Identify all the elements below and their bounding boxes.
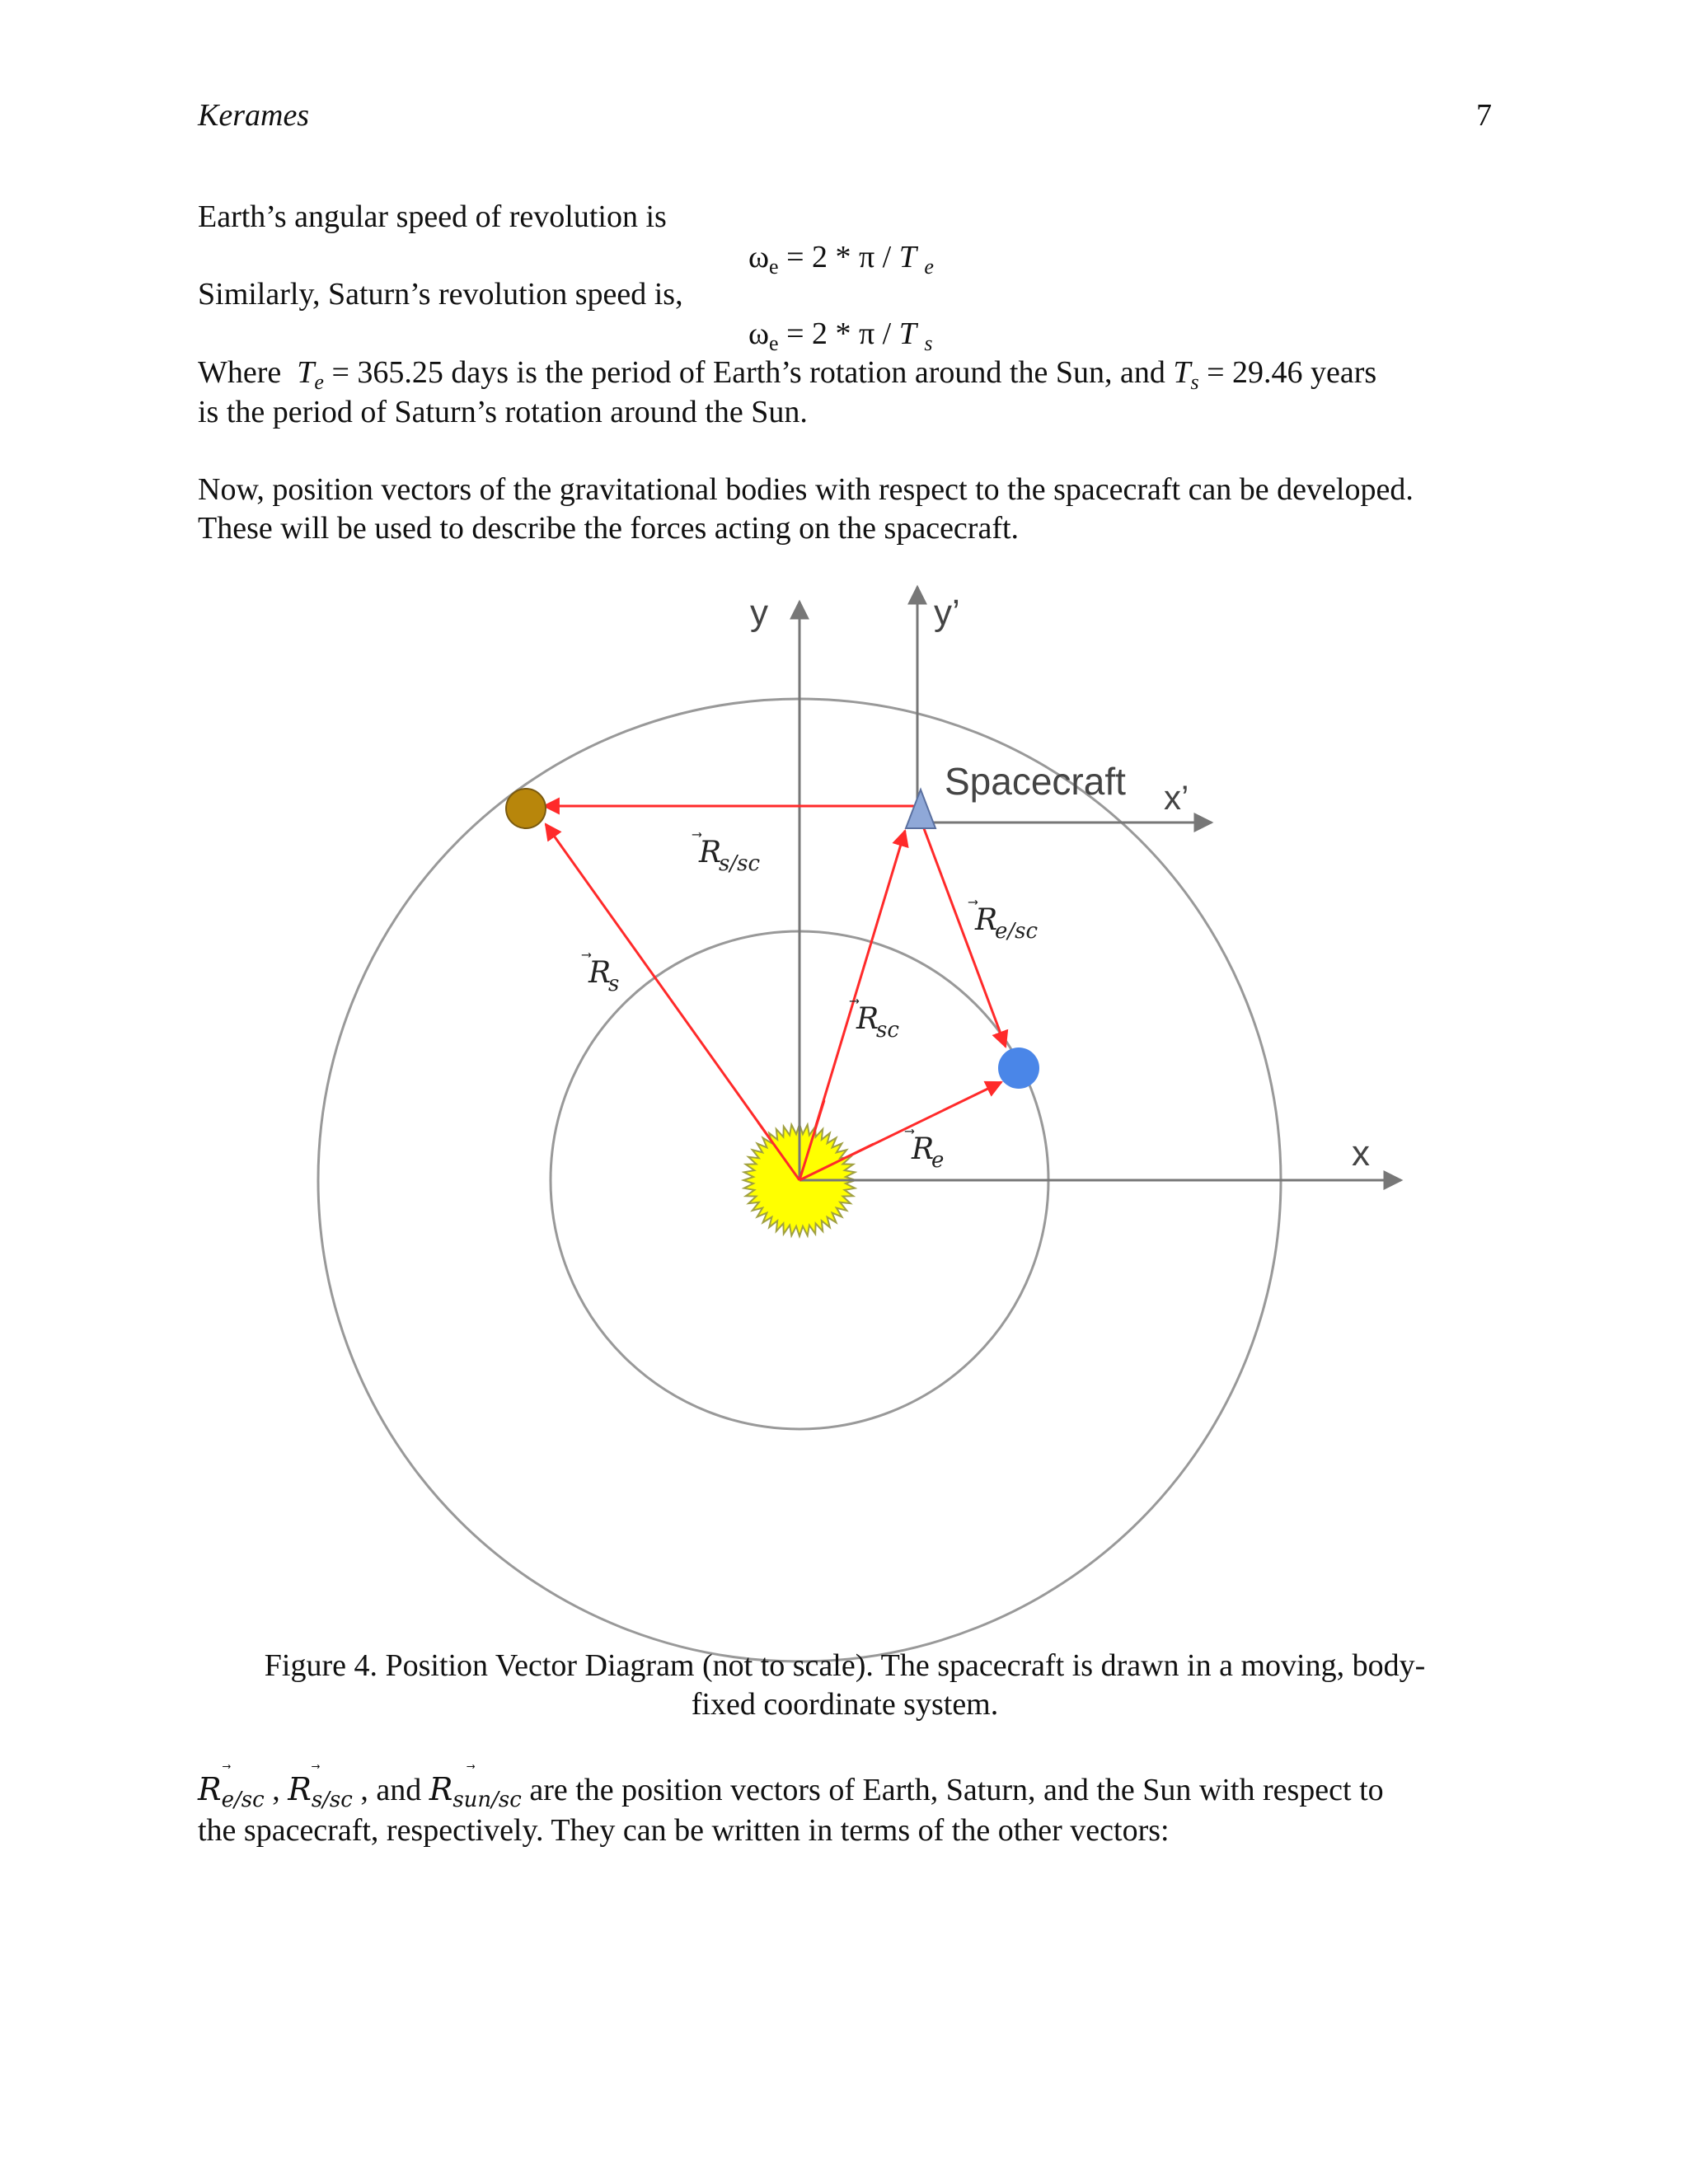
- paragraph-relative-vectors-line1: [198, 1770, 1384, 1813]
- period-symbol: T: [898, 316, 917, 351]
- omega-symbol: ω: [748, 240, 770, 274]
- inline-vector-R-sun-sc: $R_{sun/sc}$: [429, 1771, 522, 1812]
- figure-caption: [198, 1647, 1492, 1724]
- label-R-sc: [849, 999, 899, 1043]
- earth-icon: [998, 1047, 1039, 1089]
- omega-subscript: e: [769, 255, 779, 279]
- y-axis-label: y: [750, 593, 768, 633]
- svg-text:R: R: [912, 1132, 935, 1166]
- where-word: Where: [198, 355, 282, 390]
- earth-period-subscript: e: [314, 370, 324, 394]
- svg-text:R: R: [856, 1002, 879, 1036]
- spacecraft-label: Spacecraft: [945, 760, 1126, 803]
- period-subscript: s: [924, 331, 933, 355]
- earth-period-symbol: T: [297, 355, 315, 390]
- svg-text:s/sc: s/sc: [719, 851, 761, 876]
- svg-text:e: e: [931, 1148, 945, 1173]
- saturn-period-symbol: T: [1173, 355, 1191, 390]
- paragraph-saturn-speed: Similarly, Saturn’s revolution speed is,: [198, 277, 683, 312]
- paragraph-position-vectors-line2: These will be used to describe the forces acting on the spacecraft.: [198, 511, 1020, 546]
- saturn-period-subscript: s: [1190, 370, 1199, 394]
- omega-subscript: e: [769, 331, 779, 355]
- period-subscript: e: [924, 255, 934, 279]
- x-prime-axis-label: x’: [1164, 778, 1189, 817]
- periods-tail-text: = 29.46 years: [1207, 355, 1377, 390]
- inline-vector-R-s-sc: $R_{s/sc}$: [288, 1771, 353, 1812]
- periods-middle-text: = 365.25 days is the period of Earth’s rotation around the Sun, and: [331, 355, 1165, 390]
- and-separator: , and: [360, 1773, 422, 1807]
- y-prime-axis-label: y’: [934, 593, 960, 633]
- svg-text:R: R: [699, 836, 722, 869]
- paragraph-relative-vectors-line2: the spacecraft, respectively. They can be written in terms of the other vectors:: [198, 1813, 1170, 1848]
- comma-separator: ,: [272, 1773, 280, 1807]
- paragraph-periods-line2: is the period of Saturn’s rotation around the Sun.: [198, 395, 808, 429]
- period-symbol: T: [898, 240, 917, 274]
- caption-line-2: fixed coordinate system.: [691, 1687, 999, 1722]
- label-R-s: [581, 953, 619, 996]
- label-R-s-sc: [692, 832, 760, 876]
- paragraph-earth-speed: Earth’s angular speed of revolution is: [198, 199, 667, 234]
- relative-vectors-text: are the position vectors of Earth, Saturn, and the Sun with respect to: [529, 1773, 1384, 1807]
- svg-text:R: R: [588, 956, 612, 990]
- omega-symbol: ω: [748, 316, 770, 351]
- spacecraft-icon: [906, 790, 935, 828]
- saturn-icon: [506, 789, 546, 828]
- equation-rhs: = 2 * π /: [786, 316, 892, 351]
- x-axis-label: x: [1352, 1133, 1370, 1174]
- caption-line-1: Figure 4. Position Vector Diagram (not to scale). The spacecraft is drawn in a moving, body-: [264, 1648, 1426, 1683]
- label-R-e: [904, 1129, 944, 1173]
- label-R-e-sc: [968, 900, 1038, 944]
- svg-text:s: s: [608, 972, 620, 996]
- inline-vector-R-e-sc: $R_{e/sc}$: [198, 1771, 265, 1812]
- paragraph-position-vectors-line1: Now, position vectors of the gravitational bodies with respect to the spacecraft can be developed.: [198, 472, 1414, 507]
- svg-text:sc: sc: [876, 1018, 899, 1043]
- svg-text:R: R: [975, 903, 998, 937]
- svg-text:e/sc: e/sc: [995, 919, 1039, 944]
- page-number: 7: [1476, 98, 1492, 133]
- running-header-author: Kerames: [198, 98, 310, 133]
- equation-rhs: = 2 * π /: [786, 240, 892, 274]
